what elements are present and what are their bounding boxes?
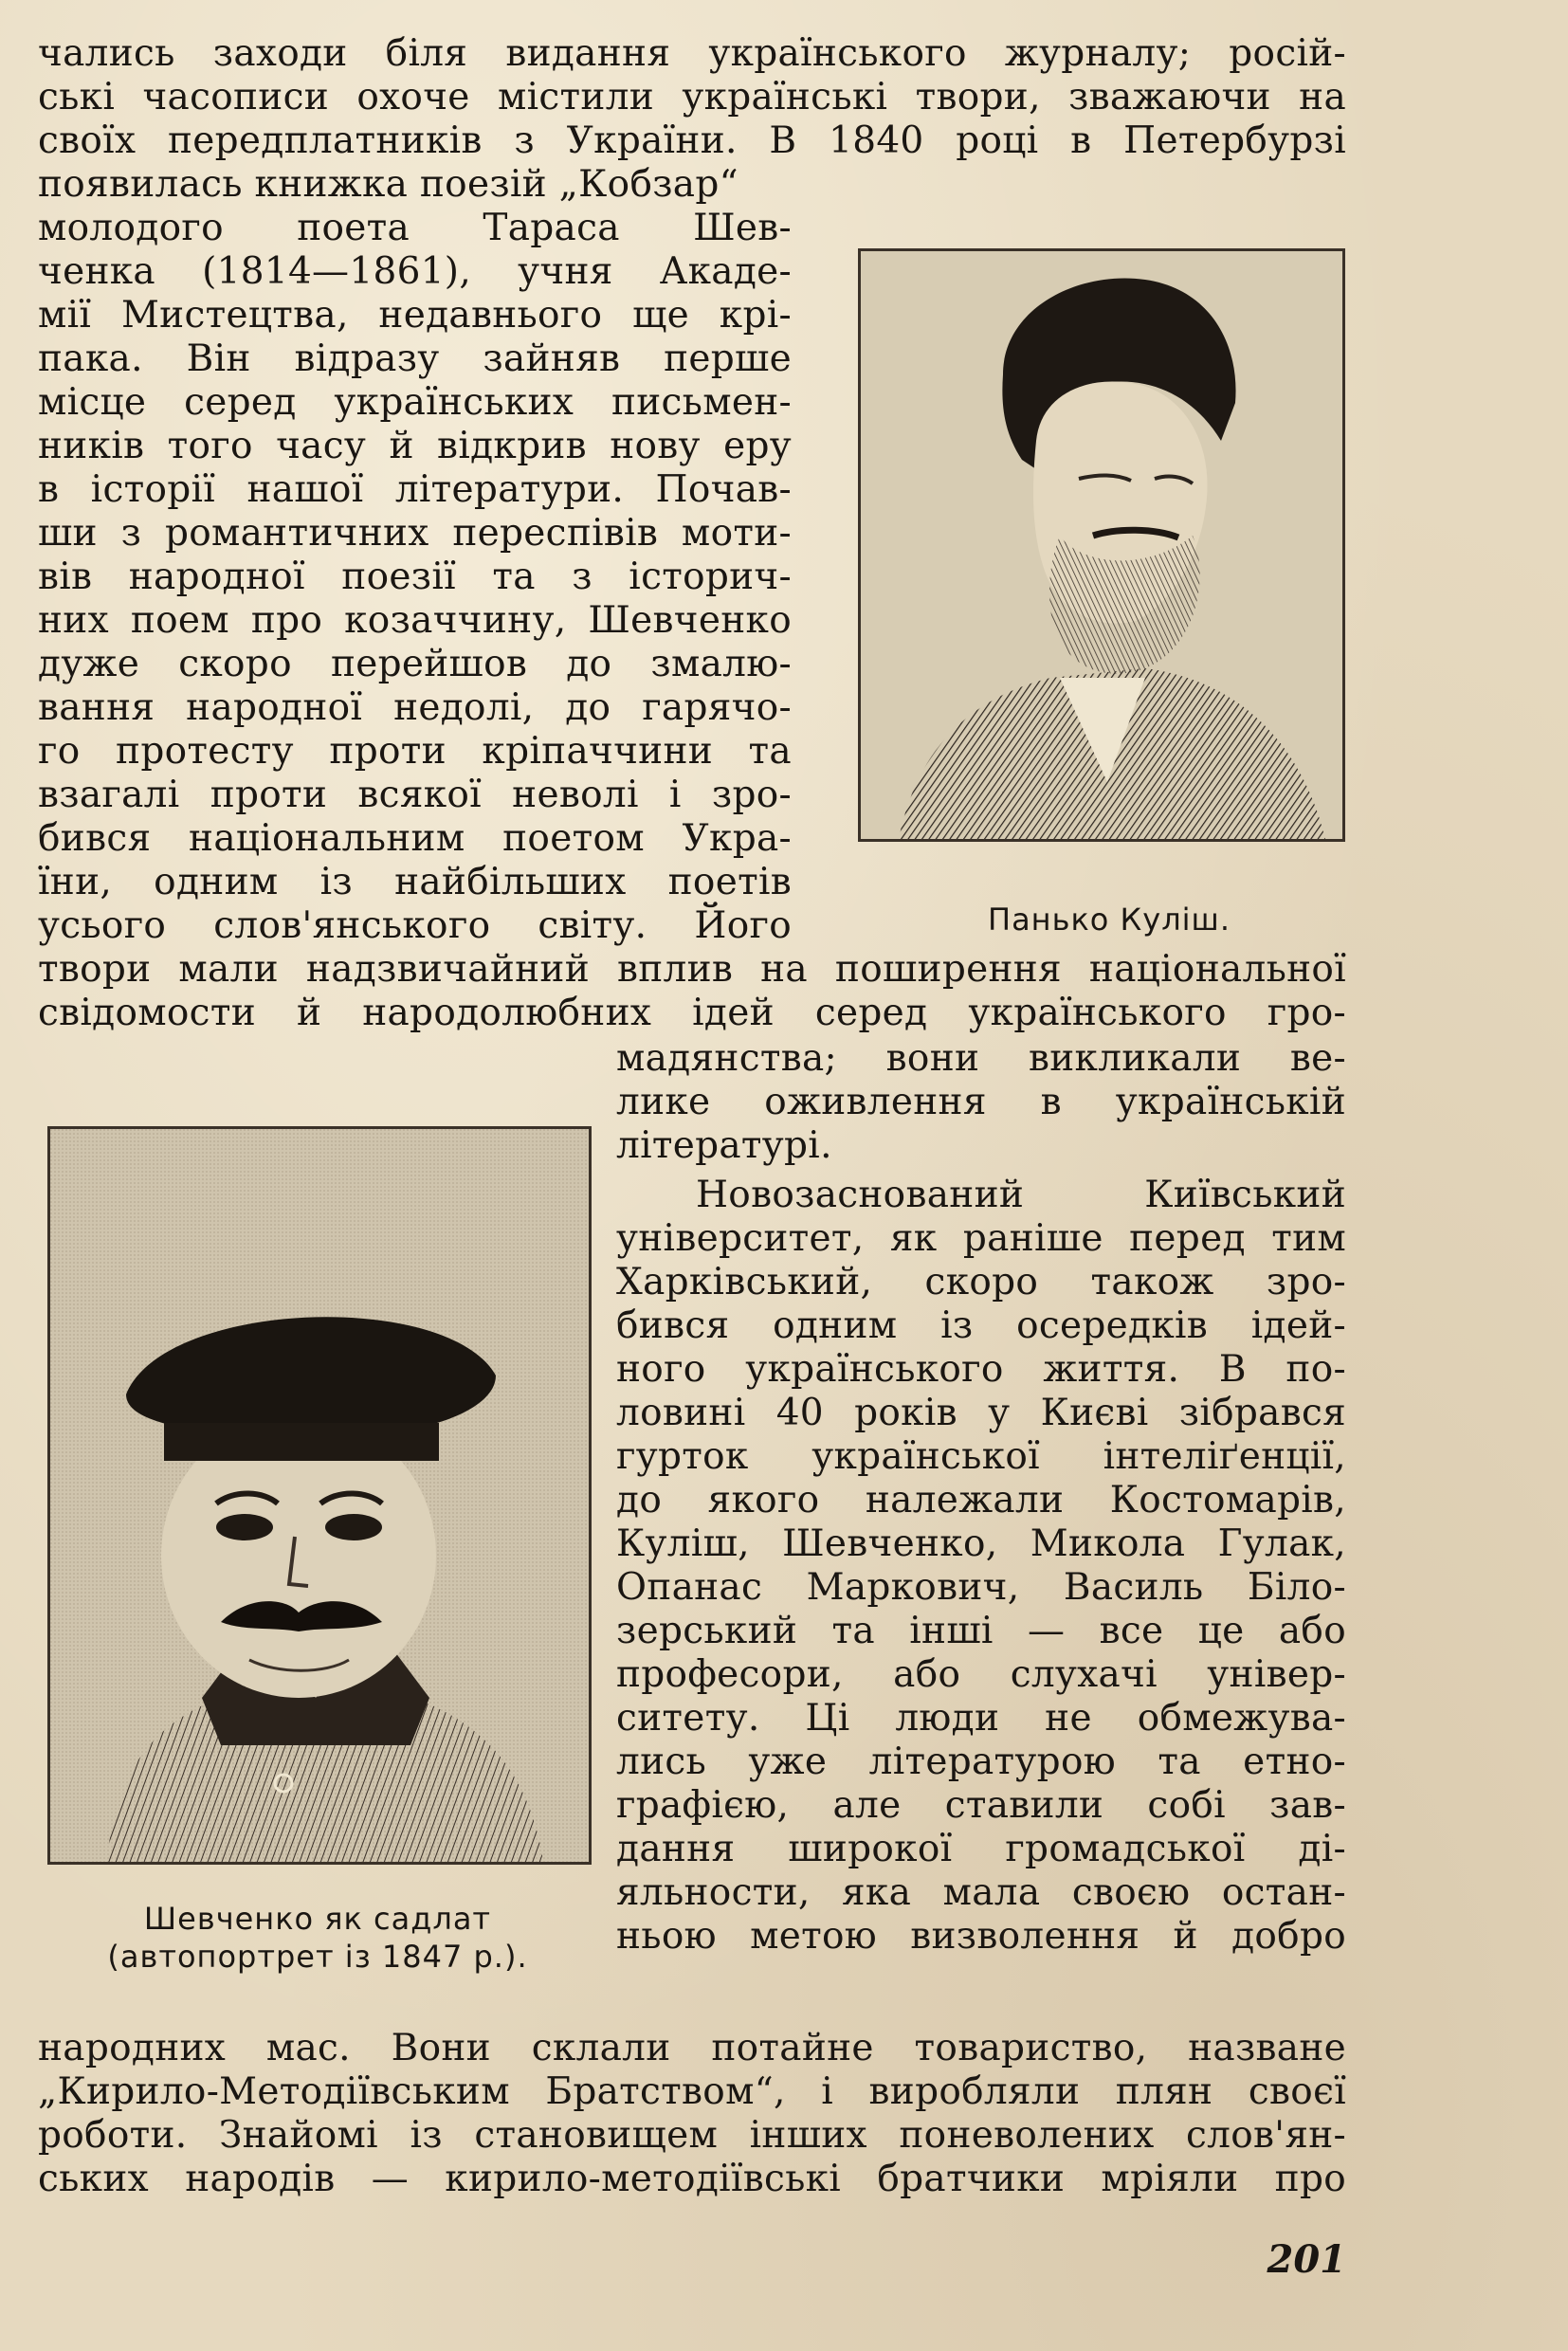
text-line: графією, але ставили собі зав-: [616, 1784, 1346, 1827]
text-line: своїх передплатників з України. В 1840 році в Петербурзі: [38, 119, 1346, 162]
text-line: ньою метою визволення й добро: [616, 1915, 1346, 1958]
text-line: бився національним поетом Укра-: [38, 817, 792, 860]
text-line: Опанас Маркович, Василь Біло-: [616, 1566, 1346, 1609]
text-line: них поем про козаччину, Шевченко: [38, 599, 792, 642]
text-line: мадянства; вони викликали ве-: [616, 1037, 1346, 1080]
text-line: твори мали надзвичайний вплив на поширення національної: [38, 948, 1346, 991]
text-line: чались заходи біля видання українського журналу; росій-: [38, 32, 1346, 75]
text-line: взагалі проти всякої неволі і зро-: [38, 774, 792, 816]
text-line: мії Мистецтва, недавнього ще крі-: [38, 294, 792, 337]
text-line: ного українського життя. В по-: [616, 1348, 1346, 1391]
text-line: університет, як раніше перед тим: [616, 1217, 1346, 1260]
kulish-caption: Панько Куліш.: [988, 902, 1231, 938]
shevchenko-caption-line-2: (автопортрет із 1847 р.).: [107, 1939, 528, 1975]
shevchenko-portrait: [47, 1126, 592, 1865]
text-line: бився одним із осередків ідей-: [616, 1304, 1346, 1347]
text-line: ситету. Ці люди не обмежува-: [616, 1697, 1346, 1740]
text-line: ських народів — кирило-методіївські братчики мріяли про: [38, 2158, 1346, 2200]
text-line: го протесту проти кріпаччини та: [38, 730, 792, 773]
text-line: професори, або слухачі універ-: [616, 1653, 1346, 1696]
text-line: ські часописи охоче містили українські твори, зважаючи на: [38, 76, 1346, 118]
text-line: місце серед українських письмен-: [38, 381, 792, 424]
text-line: літературі.: [616, 1124, 832, 1167]
text-line: лике оживлення в українській: [616, 1081, 1346, 1123]
text-line: усього слов'янського світу. Його: [38, 904, 792, 947]
text-line: дуже скоро перейшов до змалю-: [38, 643, 792, 685]
text-line: їни, одним із найбільших поетів: [38, 861, 792, 903]
text-line: вання народної недолі, до гарячо-: [38, 686, 792, 729]
text-line: гурток української інтеліґенції,: [616, 1435, 1346, 1478]
shevchenko-caption-line-1: Шевченко як садлат: [143, 1901, 492, 1937]
text-line: зерський та інші — все це або: [616, 1610, 1346, 1652]
text-line: яльности, яка мала своєю остан-: [616, 1871, 1346, 1914]
text-line: свідомости й народолюбних ідей серед українського гро-: [38, 992, 1346, 1034]
kulish-portrait: [858, 248, 1345, 842]
text-line: ши з романтичних переспівів моти-: [38, 512, 792, 555]
text-line: лись уже літературою та етно-: [616, 1740, 1346, 1783]
text-line: „Кирило-Методіївським Братством“, і виробляли плян своєї: [38, 2070, 1346, 2113]
text-line: ловині 40 років у Києві зібрався: [616, 1392, 1346, 1434]
text-line: дання широкої громадської ді-: [616, 1828, 1346, 1870]
text-line: ченка (1814—1861), учня Акаде-: [38, 250, 792, 293]
text-line: молодого поета Тараса Шев-: [38, 207, 792, 249]
text-line: в історії нашої літератури. Почав-: [38, 468, 792, 511]
text-line: роботи. Знайомі із становищем інших поневолених слов'ян-: [38, 2114, 1346, 2157]
text-line: Харківський, скоро також зро-: [616, 1261, 1346, 1303]
text-line: ників того часу й відкрив нову еру: [38, 425, 792, 467]
text-line: народних мас. Вони склали потайне товариство, назване: [38, 2027, 1346, 2069]
text-line: Куліш, Шевченко, Микола Гулак,: [616, 1522, 1346, 1565]
text-line: появилась книжка поезій „Кобзар“: [38, 163, 738, 206]
text-line: вів народної поезії та з історич-: [38, 556, 792, 598]
text-line: до якого належали Костомарів,: [616, 1479, 1346, 1522]
text-line: пака. Він відразу зайняв перше: [38, 337, 792, 380]
page-number: 201: [1267, 2237, 1346, 2282]
text-line: Новозаснований Київський: [696, 1174, 1346, 1216]
